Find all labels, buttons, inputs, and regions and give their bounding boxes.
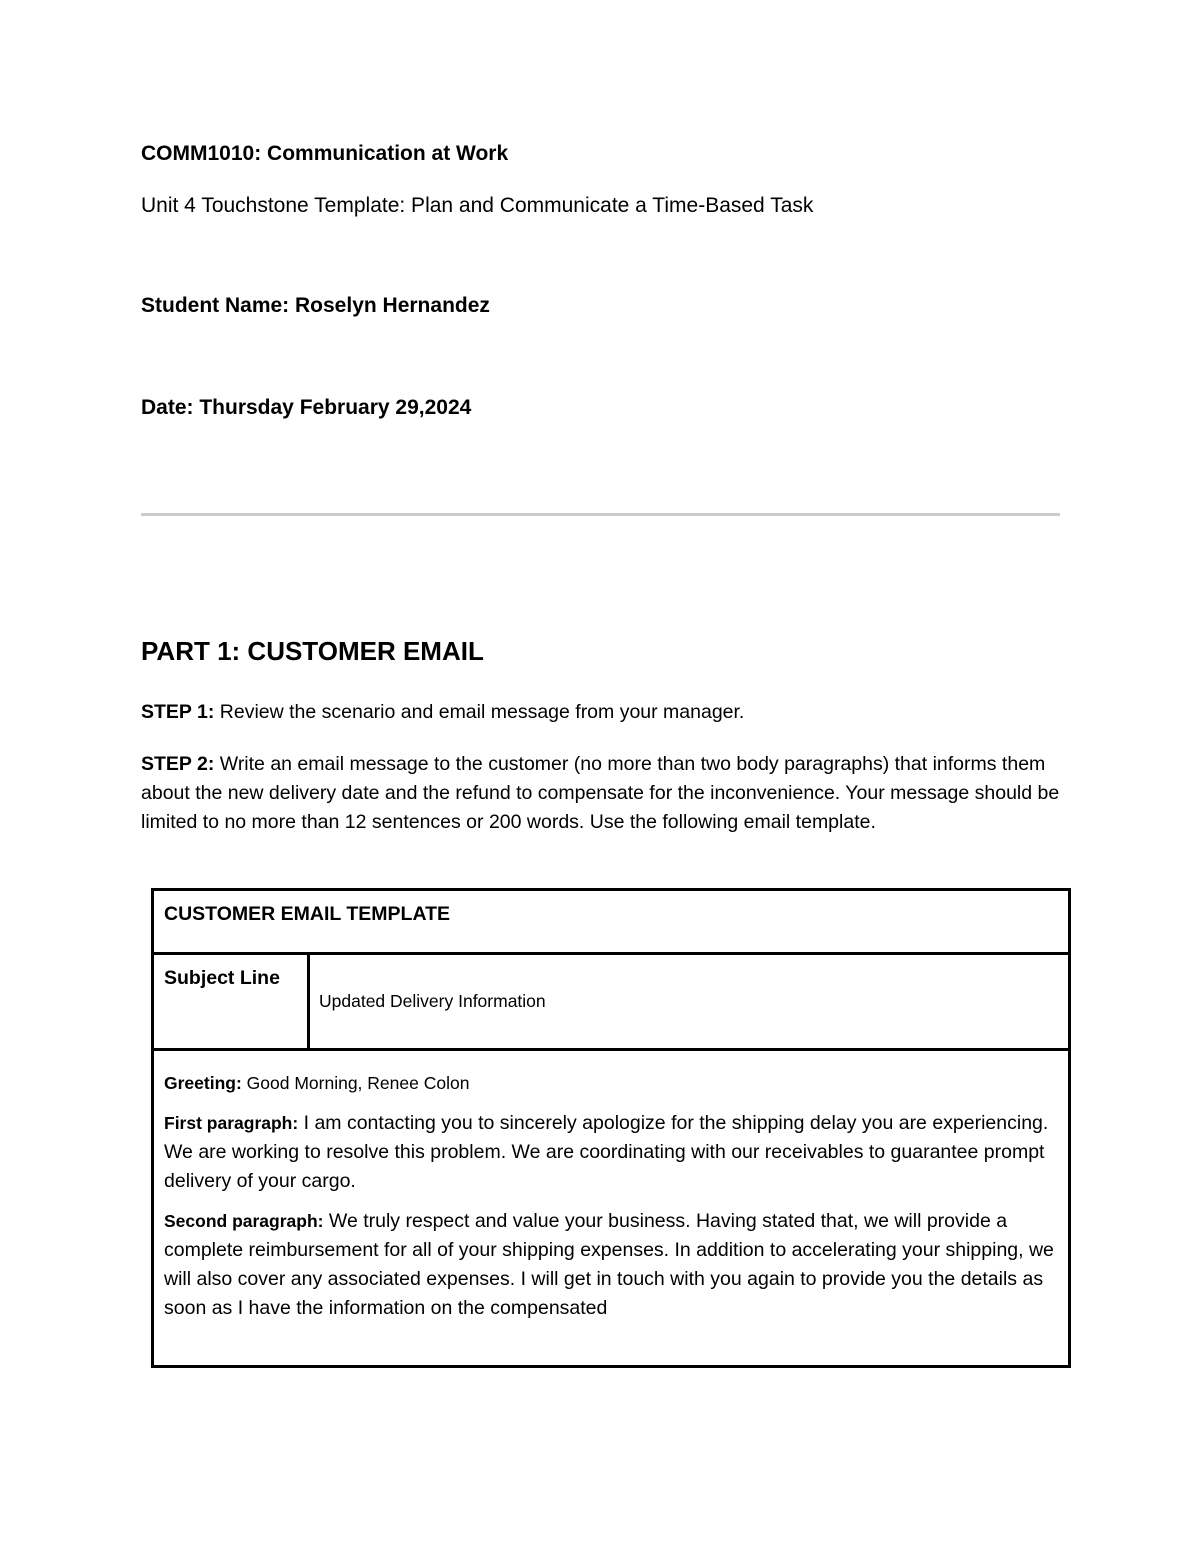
part-1-heading: PART 1: CUSTOMER EMAIL — [141, 636, 484, 666]
document-date: Date: Thursday February 29,2024 — [141, 396, 472, 419]
second-paragraph-label: Second paragraph: — [164, 1211, 324, 1231]
greeting-label: Greeting: — [164, 1073, 242, 1093]
customer-email-template-table — [151, 888, 1071, 1368]
step-1-label: STEP 1: — [141, 701, 215, 723]
email-body-row — [164, 1069, 1064, 1334]
step-2-paragraph — [141, 750, 1066, 837]
step-1-paragraph — [141, 698, 1061, 727]
column-divider — [307, 955, 310, 1048]
first-paragraph — [164, 1109, 1064, 1196]
step-1-text: Review the scenario and email message from your manager. — [214, 701, 745, 723]
document-subtitle: Unit 4 Touchstone Template: Plan and Communicate a Time-Based Task — [141, 194, 814, 217]
first-paragraph-text: I am contacting you to sincerely apologize for the shipping delay you are experiencing. We are working to resolve this problem. We are coordinating with our receivables to guarantee prompt delivery of your cargo. — [164, 1112, 1049, 1192]
subject-line-value: Updated Delivery Information — [319, 991, 546, 1011]
student-name: Student Name: Roselyn Hernandez — [141, 294, 490, 317]
step-2-text: Write an email message to the customer (no more than two body paragraphs) that informs them about the new delivery date and the refund to compensate for the inconvenience. Your message should be limited to no more than 12 sentences or 200 words. Use the following email template. — [141, 753, 1060, 833]
first-paragraph-label: First paragraph: — [164, 1113, 299, 1133]
subject-line-row — [154, 955, 1068, 1051]
horizontal-divider — [141, 513, 1060, 516]
subject-line-label: Subject Line — [164, 967, 280, 989]
template-title-row — [154, 891, 1068, 955]
greeting-paragraph — [164, 1069, 1064, 1098]
second-paragraph-text: We truly respect and value your business. Having stated that, we will provide a complete reimbursement for all of your shipping expenses. In addition to accelerating your shipping, we will also cover any associated expenses. I will get in touch with you again to provide you the details as soon as I have the information on the compensated — [164, 1210, 1054, 1319]
step-2-label: STEP 2: — [141, 753, 215, 775]
course-title: COMM1010: Communication at Work — [141, 142, 509, 165]
greeting-value: Good Morning, Renee Colon — [241, 1073, 470, 1093]
second-paragraph — [164, 1207, 1064, 1323]
template-title: CUSTOMER EMAIL TEMPLATE — [164, 903, 451, 925]
